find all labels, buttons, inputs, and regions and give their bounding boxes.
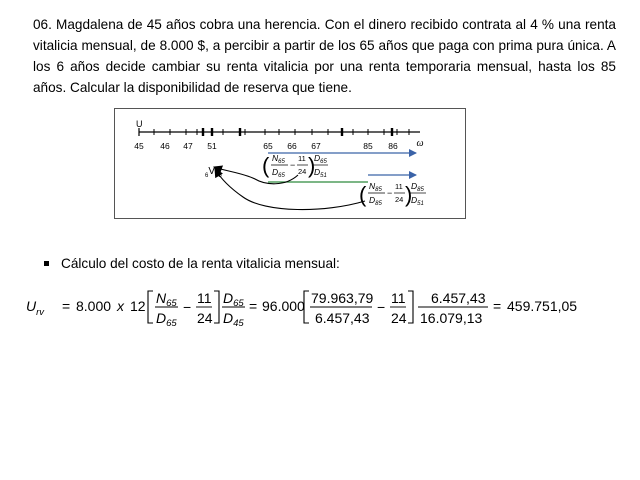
svg-text:N85: $N_{85}$ [369,181,382,193]
formula-times: x [117,298,124,314]
formula-eq-1: = [62,298,71,314]
tick-label-omega: ω [416,138,424,149]
timeline-svg [115,109,465,218]
formula [26,285,586,329]
formula-d: $D_{65}$ [156,310,177,329]
tick-label-86: 86 [388,141,398,151]
formula-v-frac-den: 24 [391,310,407,326]
section-heading: Cálculo del costo de la renta vitalicia mensual: [61,256,340,271]
svg-text:D51: $D_{51}$ [411,195,424,207]
problem-statement: 06. Magdalena de 45 años cobra una herencia. Con el dinero recibido contrata al 4 % una renta vitalicia mensual, de 8.000 $, a percibir a partir de los 65 años que paga con prima pura única. A los 6 años decide cambiar su renta vitalicia por una renta temporaria mensual, hasta los 85 años. Calcular la disponibilidad de reserva que tiene. [33,17,616,95]
formula-v-r-den: 16.079,13 [420,310,483,326]
formula-v-r-num: 6.457,43 [431,290,486,306]
formula-lhs: $U_{rv}$ [26,298,45,318]
svg-text:D65: $D_{65}$ [272,167,285,179]
formula-r-num: $D_{65}$ [223,290,244,309]
svg-text:11: 11 [298,154,306,163]
tick-label-46: 46 [160,141,170,151]
origin-label: U [136,119,143,129]
section-bullet [44,256,340,271]
reserve-label: $_6V_{45}$ [205,166,222,179]
tick-label-51: 51 [207,141,217,151]
svg-text:D85: $D_{85}$ [411,181,424,193]
formula-result: 459.751,05 [507,298,578,314]
formula-eq-3: = [493,298,502,314]
svg-text:(: ( [359,182,367,207]
tick-label-65: 65 [263,141,273,151]
curve-arrow-upper [214,167,298,184]
svg-text:11: 11 [395,182,403,191]
formula-svg [26,285,586,329]
svg-text:D65: $D_{65}$ [314,153,327,165]
factor-upper [262,153,328,179]
formula-result1: 96.000 [262,298,305,314]
svg-text:−: − [290,160,296,170]
tick-label-66: 66 [287,141,297,151]
svg-text:): ) [308,153,316,178]
formula-frac-den: 24 [197,310,213,326]
factor-lower [359,181,426,207]
tick-label-45: 45 [134,141,144,151]
svg-text:24: 24 [395,195,404,204]
tick-label-67: 67 [311,141,321,151]
svg-text:−: − [387,188,393,198]
tick-label-85: 85 [363,141,373,151]
formula-frac-num: 11 [197,290,212,306]
curve-arrow-lower [215,169,365,210]
formula-n: $N_{65}$ [156,290,177,309]
formula-v-frac-num: 11 [391,290,406,306]
svg-text:): ) [405,182,413,207]
formula-periods: 12 [130,298,146,314]
formula-minus-2: − [377,299,386,315]
timeline-diagram [114,108,466,219]
formula-eq-2: = [249,298,258,314]
bullet-icon [44,261,49,266]
formula-r-den: $D_{45}$ [223,310,244,329]
formula-amount: 8.000 [76,298,112,314]
formula-minus: − [183,299,192,315]
svg-text:24: 24 [298,167,307,176]
formula-v-den: 6.457,43 [315,310,370,326]
svg-text:N65: $N_{65}$ [272,153,285,165]
tick-label-47: 47 [183,141,193,151]
svg-text:D85: $D_{85}$ [369,195,382,207]
svg-text:(: ( [262,153,270,178]
svg-text:D51: $D_{51}$ [314,167,327,179]
formula-v-num: 79.963,79 [311,290,374,306]
